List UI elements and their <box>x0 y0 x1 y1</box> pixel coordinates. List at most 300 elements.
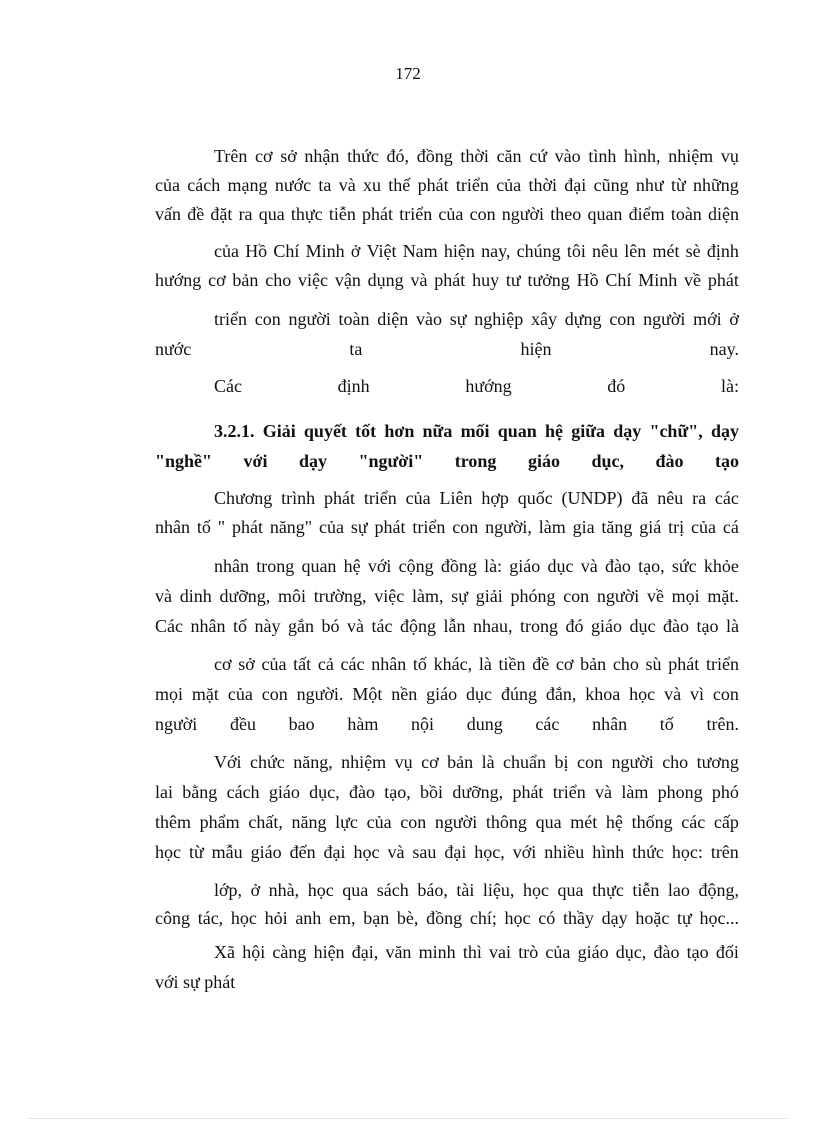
word: người, <box>485 517 532 537</box>
word: là <box>481 752 495 772</box>
word: đại <box>444 842 467 862</box>
word: càng <box>272 942 307 962</box>
word: đúng <box>500 684 537 704</box>
word: trên. <box>706 714 739 734</box>
word: đắn, <box>545 684 577 704</box>
word: triển <box>363 488 397 508</box>
word: vào <box>554 146 581 166</box>
word: sau <box>412 842 437 862</box>
word: giáo <box>527 451 560 471</box>
word: trò <box>518 942 539 962</box>
word: của <box>227 684 253 704</box>
word: tạo <box>686 942 709 962</box>
word: cơ <box>214 654 232 674</box>
word: hỏi <box>264 908 288 928</box>
word: môi <box>278 586 307 606</box>
word: theo <box>550 204 582 224</box>
word: đào <box>662 616 689 636</box>
word: cơ <box>421 752 439 772</box>
word: giá <box>639 517 662 537</box>
word: cơ <box>555 654 574 674</box>
word: giữa <box>571 421 606 441</box>
word: toàn <box>670 204 702 224</box>
word: của <box>496 175 522 195</box>
word: tình <box>588 146 617 166</box>
word: mẫu <box>211 842 243 862</box>
word: mét <box>570 812 598 832</box>
word: của <box>405 488 431 508</box>
body-line <box>155 841 739 863</box>
word: ta <box>349 339 363 359</box>
word: giáo <box>250 842 282 862</box>
word: sự <box>451 586 468 606</box>
word: dục, <box>309 782 340 802</box>
word: liệu, <box>482 880 515 900</box>
word: con <box>400 812 427 832</box>
word: Chí <box>273 241 300 261</box>
word: cứ <box>529 146 547 166</box>
body-line-spaced <box>155 713 739 735</box>
word: về <box>646 586 664 606</box>
word: và <box>580 556 598 576</box>
word: như <box>635 175 664 195</box>
word: phẩm <box>199 812 240 832</box>
word: quyết <box>303 421 347 441</box>
word: cơ <box>208 270 226 290</box>
body-line <box>214 555 739 577</box>
word: qua <box>557 880 584 900</box>
word: đồng <box>440 556 477 576</box>
word: tài <box>456 880 475 900</box>
word: tạo, <box>384 782 411 802</box>
word: năng <box>291 812 327 832</box>
word: tự <box>677 908 692 928</box>
body-line <box>214 941 739 963</box>
word: con <box>712 684 739 704</box>
word: học <box>353 842 380 862</box>
word: phát <box>417 175 449 195</box>
word: hình, <box>624 146 661 166</box>
word: Trên <box>214 146 248 166</box>
word: đến <box>289 842 316 862</box>
word: các <box>340 654 365 674</box>
word: chúng <box>516 241 561 261</box>
word: minh <box>418 942 456 962</box>
word: giáo <box>268 782 300 802</box>
word: ra <box>692 488 707 508</box>
word: phát <box>434 270 466 290</box>
word: triển <box>705 654 739 674</box>
word: trị <box>668 517 685 537</box>
word: nhiệm <box>668 146 714 166</box>
word: đồng <box>416 146 453 166</box>
word: mọi <box>671 586 700 606</box>
body-line <box>155 203 739 225</box>
word: thực <box>290 204 323 224</box>
word: dưỡng, <box>219 586 271 606</box>
word: bị <box>554 752 569 772</box>
word: tạo <box>696 616 719 636</box>
word: với <box>512 842 537 862</box>
word: dục <box>629 616 656 636</box>
word: về <box>684 270 702 290</box>
word: phát <box>362 204 394 224</box>
word: triển <box>399 204 433 224</box>
word: hơn <box>384 421 415 441</box>
word: phát <box>323 488 355 508</box>
word: sự <box>350 517 368 537</box>
word: khỏe <box>703 556 739 576</box>
word: qua <box>535 812 562 832</box>
word: văn <box>385 942 412 962</box>
word: Giải <box>262 421 296 441</box>
word: tăng <box>601 517 633 537</box>
word: người <box>155 714 198 734</box>
word: nêu <box>657 488 684 508</box>
word: dung <box>466 714 503 734</box>
word: thức <box>347 146 379 166</box>
word: sè <box>685 241 701 261</box>
page-bottom-rule <box>28 1118 788 1119</box>
word: nhân <box>214 556 249 576</box>
word: hình <box>592 842 625 862</box>
word: những <box>693 175 739 195</box>
word: hoặc <box>635 908 670 928</box>
word: nước <box>155 339 192 359</box>
word: hiện <box>313 942 345 962</box>
word: học <box>155 842 181 862</box>
word: Hồ <box>576 270 599 290</box>
word: và <box>595 782 613 802</box>
word: đó, <box>386 146 410 166</box>
word: đào <box>604 556 631 576</box>
word: cá <box>722 517 739 537</box>
word: vào <box>416 309 443 329</box>
word: chức <box>250 752 285 772</box>
word: "nghề" <box>155 451 212 471</box>
word: lẫn <box>443 616 466 636</box>
word: cách <box>226 782 260 802</box>
word: phóng <box>510 586 556 606</box>
word: của <box>545 942 571 962</box>
word: người <box>611 752 654 772</box>
word: quan <box>301 556 337 576</box>
word: vấn <box>155 204 181 224</box>
word: cả <box>317 654 334 674</box>
word: hiện <box>443 241 475 261</box>
word: từ <box>188 842 204 862</box>
word: hệ <box>605 812 623 832</box>
word: Liên <box>439 488 473 508</box>
word: Các <box>214 376 242 396</box>
word: toàn <box>338 309 370 329</box>
word: mới <box>693 309 722 329</box>
body-line <box>155 615 739 637</box>
word: tác <box>371 616 393 636</box>
word: chí; <box>469 908 497 928</box>
word: con <box>576 752 603 772</box>
word: nhân <box>155 517 190 537</box>
word: lực <box>335 812 358 832</box>
word: nhận <box>304 146 340 166</box>
word: nhân <box>190 616 226 636</box>
word: chuẩn <box>503 752 547 772</box>
word: mọi <box>155 684 184 704</box>
word: quan <box>497 421 537 441</box>
body-line <box>214 487 739 509</box>
word: công <box>155 908 190 928</box>
body-line <box>155 781 739 803</box>
body-line <box>155 174 739 196</box>
word: năng, <box>293 752 333 772</box>
word: của <box>691 517 716 537</box>
page-number: 172 <box>395 64 421 83</box>
word: thời <box>460 146 489 166</box>
word: dục <box>466 684 493 704</box>
word: học <box>629 684 656 704</box>
word: của <box>319 517 344 537</box>
word: đối <box>715 942 739 962</box>
word: cách <box>187 175 221 195</box>
word: triển <box>412 517 446 537</box>
section-heading-spaced <box>155 450 739 472</box>
word: diện <box>377 309 409 329</box>
word: đại, <box>351 942 379 962</box>
word: của <box>214 241 239 261</box>
body-line <box>214 751 739 773</box>
word: phát <box>512 782 544 802</box>
word: của <box>155 175 180 195</box>
word: trên <box>710 842 739 862</box>
word: định <box>706 241 739 261</box>
word: Với <box>214 752 242 772</box>
word: em, <box>329 908 356 928</box>
word: cộng <box>398 556 434 576</box>
word: cho <box>612 654 639 674</box>
word: Chương <box>214 488 273 508</box>
word: đại <box>323 842 346 862</box>
word: con <box>469 204 496 224</box>
section-heading <box>214 420 739 442</box>
word: mặt <box>191 684 219 704</box>
word: tất <box>293 654 312 674</box>
word: gia <box>572 517 595 537</box>
word: việc <box>374 586 405 606</box>
word: cho <box>662 752 689 772</box>
word: phát <box>668 654 700 674</box>
word: hợp <box>481 488 509 508</box>
word: người <box>596 586 640 606</box>
word: bạn <box>363 908 390 928</box>
word: đều <box>229 714 256 734</box>
word: khoa <box>585 684 621 704</box>
word: bồi <box>420 782 444 802</box>
word: nền <box>391 684 418 704</box>
word: trường, <box>313 586 367 606</box>
body-line-spaced <box>214 375 739 397</box>
word: điểm <box>628 204 665 224</box>
word: tác, <box>197 908 224 928</box>
word: thầy <box>562 908 594 928</box>
word: thức <box>632 842 664 862</box>
word: Việt <box>366 241 397 261</box>
word: tố <box>232 616 247 636</box>
word: này <box>254 616 281 636</box>
body-line <box>155 269 739 291</box>
word: có <box>538 908 556 928</box>
word: của <box>366 812 392 832</box>
word: vận <box>334 270 361 290</box>
word: hàm <box>347 714 379 734</box>
word: các <box>681 812 706 832</box>
word: với <box>243 451 268 471</box>
word: người <box>501 204 545 224</box>
word: ở <box>250 880 261 900</box>
word: con <box>563 586 590 606</box>
word: dục, <box>591 451 624 471</box>
word: sở <box>280 146 297 166</box>
word: các <box>714 488 739 508</box>
word: là <box>478 654 492 674</box>
word: quốc <box>517 488 553 508</box>
word: dục <box>547 556 574 576</box>
word: quan <box>587 204 623 224</box>
word: (UNDP) <box>561 488 623 508</box>
word: nhiều <box>544 842 585 862</box>
word: dạy <box>613 421 642 441</box>
word: dưỡng, <box>452 782 504 802</box>
word: sù <box>645 654 662 674</box>
word: phong <box>657 782 703 802</box>
word: tiễn <box>328 204 356 224</box>
word: đào <box>655 451 684 471</box>
word: trong <box>256 556 295 576</box>
word: tạo <box>714 451 739 471</box>
word: đặt <box>210 204 233 224</box>
word: giáo <box>426 684 458 704</box>
word: nhân <box>371 654 407 674</box>
word: tiền <box>498 654 526 674</box>
word: ra <box>238 204 253 224</box>
word: thống <box>631 812 673 832</box>
word: thêm <box>155 812 191 832</box>
word: học... <box>699 908 739 928</box>
word: là: <box>720 376 739 396</box>
body-line <box>214 145 739 167</box>
word: tiễn <box>632 880 660 900</box>
word: mặt. <box>707 586 739 606</box>
word: các <box>535 714 560 734</box>
word: nay, <box>481 241 511 261</box>
word: đồng <box>426 908 463 928</box>
word: Xã <box>214 942 235 962</box>
word: và <box>338 175 356 195</box>
word: người. <box>296 684 344 704</box>
body-line <box>155 907 739 929</box>
word: học <box>504 908 531 928</box>
word: đã <box>631 488 649 508</box>
word: qua <box>342 880 369 900</box>
word: gắn <box>288 616 314 636</box>
word: ở <box>350 241 361 261</box>
word: hiện <box>520 339 552 359</box>
word: làm <box>621 782 649 802</box>
word: cấp <box>713 812 739 832</box>
body-line <box>214 653 739 675</box>
word: phát <box>231 517 263 537</box>
word: xu <box>363 175 381 195</box>
word: con <box>261 684 288 704</box>
word: hệ <box>343 556 361 576</box>
word: trong <box>519 616 558 636</box>
word: Hồ <box>245 241 268 261</box>
word: của <box>261 654 287 674</box>
word: tưởng <box>527 270 570 290</box>
word: giải <box>475 586 503 606</box>
word: thế <box>388 175 411 195</box>
word: căn <box>496 146 522 166</box>
word: huy <box>472 270 500 290</box>
word: làm <box>538 517 566 537</box>
word: thời <box>528 175 557 195</box>
word: tố <box>412 654 427 674</box>
word: động, <box>698 880 739 900</box>
word: cho <box>265 270 292 290</box>
word: triển <box>455 175 489 195</box>
word: thì <box>462 942 482 962</box>
word: phát <box>374 517 406 537</box>
word: nhân <box>592 714 628 734</box>
word: anh <box>295 908 322 928</box>
word: bản <box>232 270 259 290</box>
word: tư <box>505 270 521 290</box>
word: nêu <box>592 241 619 261</box>
word: tốt <box>355 421 377 441</box>
word: người <box>288 309 331 329</box>
word: nữa <box>422 421 453 441</box>
word: học <box>522 880 549 900</box>
word: và <box>347 616 364 636</box>
word: học <box>307 880 334 900</box>
word: mét <box>652 241 680 261</box>
word: mạng <box>227 175 268 195</box>
word: con <box>452 517 479 537</box>
word: sở <box>238 654 255 674</box>
word: và <box>155 586 172 606</box>
body-line <box>155 683 739 705</box>
word: dụng <box>367 270 404 290</box>
word: việc <box>298 270 329 290</box>
word: Minh <box>305 241 345 261</box>
word: Nam <box>402 241 438 261</box>
word: bó <box>321 616 340 636</box>
word: của <box>438 204 464 224</box>
word: " <box>217 517 226 537</box>
word: triển <box>552 782 586 802</box>
word: chất, <box>248 812 283 832</box>
word: mối <box>460 421 490 441</box>
word: con <box>254 309 281 329</box>
word: trong <box>454 451 497 471</box>
word: lớp, <box>214 880 243 900</box>
word: "chữ", <box>649 421 703 441</box>
word: vụ <box>720 146 739 166</box>
word: sức <box>671 556 697 576</box>
word: dạy <box>710 421 739 441</box>
word: bằng <box>182 782 218 802</box>
word: nhiệm <box>341 752 387 772</box>
word: xây <box>531 309 558 329</box>
